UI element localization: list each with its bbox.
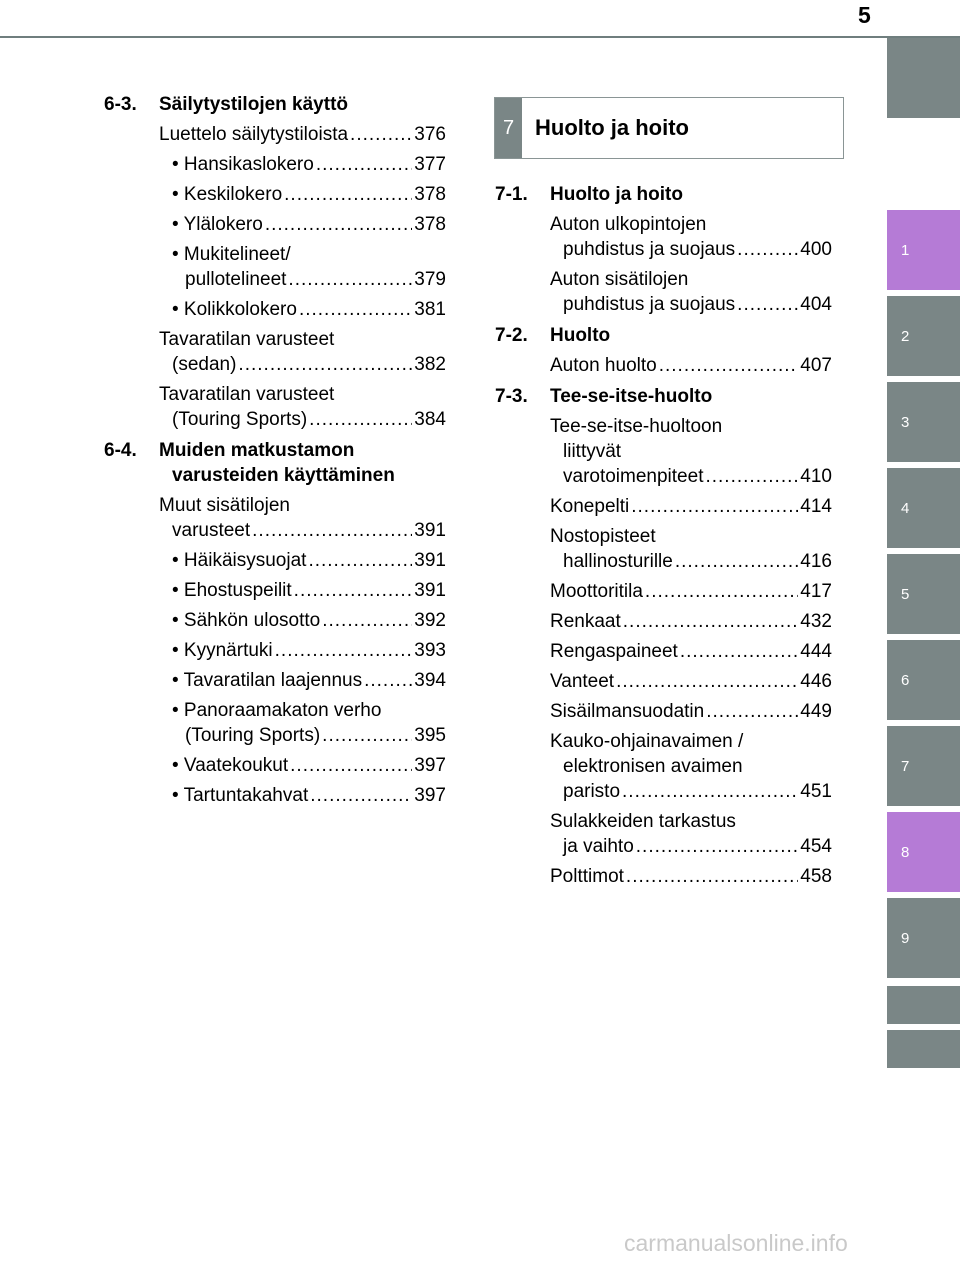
side-tab-strip — [887, 0, 960, 1261]
toc-entry[interactable]: • Mukitelineet/ pullotelineet ..... 379 — [159, 242, 446, 292]
toc-entry[interactable]: Tee-se-itse-huoltoon liittyvät varotoimenpiteet ..... 410 — [550, 414, 832, 489]
toc-entry[interactable]: • Keskilokero ..... 378 — [159, 182, 446, 207]
page-ref: 377 — [414, 154, 446, 175]
toc-section-6-4 — [104, 438, 446, 808]
page-ref: 379 — [414, 269, 446, 290]
toc-entry[interactable]: • Tartuntakahvat ..... 397 — [159, 783, 446, 808]
toc-entry[interactable]: Sulakkeiden tarkastus ja vaihto ..... 454 — [550, 809, 832, 859]
section-title[interactable]: Säilytystilojen käyttö — [159, 94, 349, 115]
section-number: 6-4. — [104, 440, 137, 461]
toc-entry[interactable]: Renkaat ..... 432 — [550, 609, 832, 634]
toc-entry[interactable]: • Sähkön ulosotto ..... 392 — [159, 608, 446, 633]
side-tab-blank-top[interactable] — [887, 38, 960, 118]
toc-entry[interactable]: Sisäilmansuodatin ..... 449 — [550, 699, 832, 724]
page-ref: 449 — [800, 701, 832, 722]
page-ref: 384 — [414, 409, 446, 430]
toc-entry[interactable]: Moottoritila ..... 417 — [550, 579, 832, 604]
toc-entry[interactable]: Tavaratilan varusteet (sedan) ..... 382 — [159, 327, 446, 377]
toc-entry[interactable]: Vanteet ..... 446 — [550, 669, 832, 694]
section-title[interactable]: Huolto — [550, 325, 611, 346]
side-tab-7[interactable]: 7 — [887, 726, 960, 806]
toc-right-column — [495, 182, 832, 895]
side-tab-8[interactable]: 8 — [887, 812, 960, 892]
toc-entry[interactable]: Polttimot ..... 458 — [550, 864, 832, 889]
page-ref: 397 — [414, 785, 446, 806]
toc-entry[interactable]: Tavaratilan varusteet (Touring Sports) ..... 384 — [159, 382, 446, 432]
toc-entry[interactable]: Auton huolto ..... 407 — [550, 353, 832, 378]
header-rule — [0, 36, 960, 38]
page-ref: 404 — [800, 294, 832, 315]
toc-entry[interactable]: • Ehostuspeilit ..... 391 — [159, 578, 446, 603]
page-ref: 400 — [800, 239, 832, 260]
page-ref: 458 — [800, 866, 832, 887]
page-number: 5 — [858, 2, 871, 28]
watermark: carmanualsonline.info — [624, 1230, 848, 1256]
toc-entry[interactable]: Rengaspaineet ..... 444 — [550, 639, 832, 664]
toc-entry[interactable]: • Vaatekoukut ..... 397 — [159, 753, 446, 778]
side-tab-4[interactable]: 4 — [887, 468, 960, 548]
page-ref: 391 — [414, 520, 446, 541]
toc-section-7-2 — [495, 323, 832, 378]
toc-entry[interactable]: • Panoraamakaton verho (Touring Sports) ..... 395 — [159, 698, 446, 748]
side-tab-1[interactable]: 1 — [887, 210, 960, 290]
page-ref: 391 — [414, 550, 446, 571]
page-ref: 378 — [414, 184, 446, 205]
toc-entry[interactable]: • Tavaratilan laajennus ..... 394 — [159, 668, 446, 693]
toc-entry[interactable]: Konepelti ..... 414 — [550, 494, 832, 519]
page-ref: 394 — [414, 670, 446, 691]
page-ref: 417 — [800, 581, 832, 602]
page-ref: 397 — [414, 755, 446, 776]
side-tab-6[interactable]: 6 — [887, 640, 960, 720]
page-ref: 414 — [800, 496, 832, 517]
page-ref: 378 — [414, 214, 446, 235]
page-ref: 381 — [414, 299, 446, 320]
toc-section-7-1 — [495, 182, 832, 317]
page-ref: 416 — [800, 551, 832, 572]
toc-left-column — [104, 92, 446, 814]
page-ref: 446 — [800, 671, 832, 692]
page-ref: 451 — [800, 781, 832, 802]
page-ref: 410 — [800, 466, 832, 487]
side-tab-blank-10[interactable] — [887, 986, 960, 1024]
section-title[interactable]: Muiden matkustamon varusteiden käyttäminen — [159, 440, 395, 486]
page-ref: 395 — [414, 725, 446, 746]
chapter-title: Huolto ja hoito — [535, 115, 689, 140]
toc-entry[interactable]: Auton sisätilojen puhdistus ja suojaus ..... 404 — [550, 267, 832, 317]
toc-entry[interactable]: Nostopisteet hallinosturille ..... 416 — [550, 524, 832, 574]
toc-entry[interactable]: • Kyynärtuki ..... 393 — [159, 638, 446, 663]
section-number: 6-3. — [104, 94, 137, 115]
side-tab-blank-11[interactable] — [887, 1030, 960, 1068]
page-ref: 444 — [800, 641, 832, 662]
side-tab-9[interactable]: 9 — [887, 898, 960, 978]
page-ref: 391 — [414, 580, 446, 601]
page-ref: 432 — [800, 611, 832, 632]
section-number: 7-2. — [495, 325, 528, 346]
toc-entry[interactable]: • Kolikkolokero ..... 381 — [159, 297, 446, 322]
toc-entry[interactable]: Luettelo säilytystiloista ..... 376 — [159, 122, 446, 147]
page-ref: 393 — [414, 640, 446, 661]
toc-entry[interactable]: • Häikäisysuojat ..... 391 — [159, 548, 446, 573]
page-ref: 376 — [414, 124, 446, 145]
toc-section-7-3 — [495, 384, 832, 889]
chapter-number: 7 — [495, 98, 522, 158]
section-number: 7-3. — [495, 386, 528, 407]
toc-entry[interactable]: • Ylälokero ..... 378 — [159, 212, 446, 237]
section-title[interactable]: Tee-se-itse-huolto — [550, 386, 713, 407]
toc-section-6-3 — [104, 92, 446, 432]
page-ref: 407 — [800, 355, 832, 376]
chapter-header[interactable] — [494, 97, 844, 159]
page-ref: 392 — [414, 610, 446, 631]
toc-entry[interactable]: Muut sisätilojen varusteet ..... 391 — [159, 493, 446, 543]
page-ref: 382 — [414, 354, 446, 375]
page-ref: 454 — [800, 836, 832, 857]
section-title[interactable]: Huolto ja hoito — [550, 184, 683, 205]
toc-entry[interactable]: Auton ulkopintojen puhdistus ja suojaus ..... 400 — [550, 212, 832, 262]
section-number: 7-1. — [495, 184, 528, 205]
side-tab-2[interactable]: 2 — [887, 296, 960, 376]
side-tab-3[interactable]: 3 — [887, 382, 960, 462]
toc-entry[interactable]: • Hansikaslokero ..... 377 — [159, 152, 446, 177]
toc-entry[interactable]: Kauko-ohjainavaimen / elektronisen avaimen paristo ..... 451 — [550, 729, 832, 804]
side-tab-5[interactable]: 5 — [887, 554, 960, 634]
